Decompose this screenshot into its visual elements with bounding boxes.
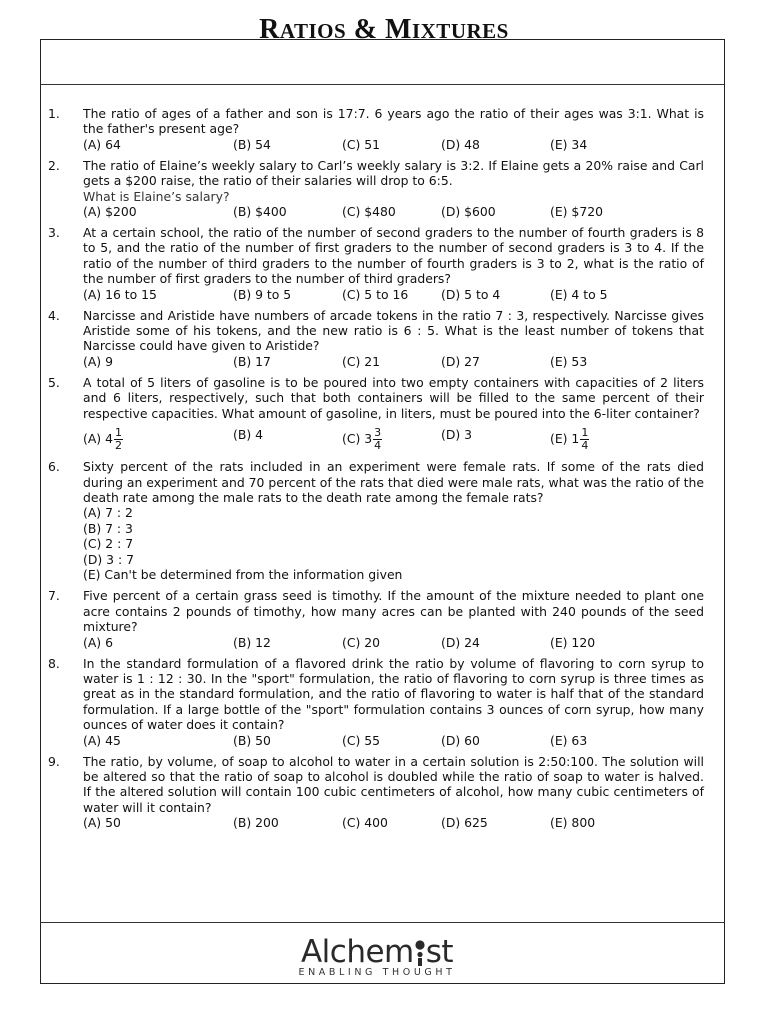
question-2 bbox=[48, 158, 704, 219]
answer-option: (C) 5 to 16 bbox=[342, 286, 409, 302]
question-text: Sixty percent of the rats included in an experiment were female rats. If some of the rats died during an experiment and 70 percent of the rats that died were male rats, what was the ratio of the death rate among the male rats to the death rate among the female rats? bbox=[83, 459, 704, 505]
question-text: The ratio of Elaine’s weekly salary to Carl’s weekly salary is 3:2. If Elaine gets a 20% raise and Carl gets a $200 raise, the ratio of their salaries will drop to 6:5. bbox=[83, 157, 704, 189]
question-3 bbox=[48, 225, 704, 302]
answer-option: (B) 7 : 3 bbox=[83, 520, 133, 536]
answer-option: (D) 5 to 4 bbox=[441, 286, 501, 302]
question-number: 8. bbox=[48, 655, 60, 671]
question-number: 5. bbox=[48, 374, 60, 390]
answer-option: (A) $200 bbox=[83, 204, 137, 220]
fraction-denominator: 4 bbox=[581, 439, 589, 453]
answer-option: (A) 50 bbox=[83, 815, 121, 831]
question-5 bbox=[48, 375, 704, 453]
answer-option: (B) $400 bbox=[233, 204, 287, 220]
fraction-numerator: 3 bbox=[374, 426, 382, 440]
fraction-numerator: 1 bbox=[581, 426, 589, 440]
answer-option: (D) 625 bbox=[441, 815, 488, 831]
answer-option bbox=[233, 427, 263, 442]
fraction-denominator: 2 bbox=[114, 439, 122, 453]
question-text: Five percent of a certain grass seed is timothy. If the amount of the mixture needed to plant one acre contains 2 pounds of timothy, how many acres can be planted with 240 pounds of the seed mixture? bbox=[83, 588, 704, 635]
answer-option: (D) 24 bbox=[441, 634, 480, 650]
answer-option: (B) 200 bbox=[233, 815, 279, 831]
answer-option: (E) 53 bbox=[550, 353, 588, 369]
answer-options bbox=[83, 815, 704, 830]
question-text: At a certain school, the ratio of the number of second graders to the number of fourth graders is 8 to 5, and the ratio of the number of first graders to the number of second graders is 3 to 4. If the ratio of the number of third graders to the number of fourth graders is 3 to 2, what is the ratio of the number of first graders to the number of third graders? bbox=[83, 225, 704, 287]
answer-options bbox=[83, 137, 704, 152]
answer-option: (B) 9 to 5 bbox=[233, 286, 292, 302]
answer-option: (B) 54 bbox=[233, 136, 271, 152]
fraction-denominator: 4 bbox=[374, 439, 382, 453]
question-9 bbox=[48, 754, 704, 831]
answer-option: (C) 51 bbox=[342, 136, 381, 152]
question-number: 2. bbox=[48, 157, 60, 173]
answer-options bbox=[83, 505, 704, 582]
answer-options bbox=[83, 421, 704, 453]
answer-option: (A) 45 bbox=[83, 732, 121, 748]
title-divider bbox=[40, 84, 725, 85]
answer-option: (D) 48 bbox=[441, 136, 480, 152]
answer-option: (E) 800 bbox=[550, 815, 596, 831]
answer-option: (A) 64 bbox=[83, 136, 121, 152]
question-8 bbox=[48, 656, 704, 748]
answer-options bbox=[83, 635, 704, 650]
answer-option bbox=[83, 427, 123, 452]
answer-option bbox=[441, 427, 472, 442]
fraction-numerator: 1 bbox=[114, 426, 122, 440]
answer-option-label: (D) 3 bbox=[441, 427, 473, 443]
question-text: A total of 5 liters of gasoline is to be poured into two empty containers with capacities of 2 liters and 6 liters, respectively, such that both containers will be filled to the same percent of their respective capacities. What amount of gasoline, in liters, must be poured into the 6-liter container? bbox=[83, 374, 704, 421]
answer-option: (D) 3 : 7 bbox=[83, 551, 134, 567]
answer-option: (D) 27 bbox=[441, 353, 480, 369]
logo-dots-icon bbox=[414, 940, 426, 966]
answer-option: (A) 9 bbox=[83, 353, 113, 369]
answer-option: (C) 20 bbox=[342, 634, 381, 650]
page-title: RATIOS & MIXTURES bbox=[259, 14, 509, 45]
answer-option-label: (E) 1 bbox=[550, 431, 580, 447]
answer-option bbox=[550, 427, 589, 452]
answer-option bbox=[342, 427, 382, 452]
question-text: The ratio, by volume, of soap to alcohol to water in a certain solution is 2:50:100. The solution will be altered so that the ratio of soap to alcohol is doubled while the ratio of soap to water is halved. If the altered solution will contain 100 cubic centimeters of alcohol, how many cubic centimeters of water will it contain? bbox=[83, 753, 704, 815]
answer-option: (D) 60 bbox=[441, 732, 480, 748]
answer-option: (A) 7 : 2 bbox=[83, 505, 133, 521]
answer-option: (E) 120 bbox=[550, 634, 596, 650]
answer-option: (B) 12 bbox=[233, 634, 271, 650]
question-text: In the standard formulation of a flavored drink the ratio by volume of flavoring to corn syrup to water is 1 : 12 : 30. In the "sport" formulation, the ratio of flavoring to corn syrup is three times as great as in the standard formulation, and the ratio of flavoring to water is half that of the standard formulation. If a large bottle of the "sport" formulation contains 3 ounces of corn syrup, how many ounces of water does it contain? bbox=[83, 655, 704, 733]
question-number: 4. bbox=[48, 307, 60, 323]
answer-option: (E) $720 bbox=[550, 204, 603, 220]
question-list bbox=[48, 106, 704, 836]
question-6 bbox=[48, 459, 704, 582]
answer-option: (C) 2 : 7 bbox=[83, 536, 134, 552]
footer-divider bbox=[40, 922, 725, 923]
question-number: 7. bbox=[48, 588, 60, 604]
question-number: 9. bbox=[48, 753, 60, 769]
question-4 bbox=[48, 308, 704, 369]
answer-options bbox=[83, 287, 704, 302]
answer-option-label: (B) 4 bbox=[233, 427, 263, 443]
question-subtext: What is Elaine’s salary? bbox=[83, 188, 230, 204]
question-7 bbox=[48, 588, 704, 649]
answer-option-label: (C) 3 bbox=[342, 431, 373, 447]
question-number: 1. bbox=[48, 106, 60, 121]
answer-option: (A) 6 bbox=[83, 634, 113, 650]
fraction bbox=[114, 427, 123, 452]
answer-options bbox=[83, 354, 704, 369]
question-1 bbox=[48, 106, 704, 152]
answer-option-label: (A) 4 bbox=[83, 431, 113, 447]
question-number: 6. bbox=[48, 459, 60, 475]
answer-option: (E) 63 bbox=[550, 732, 588, 748]
answer-option: (E) Can't be determined from the information given bbox=[83, 566, 403, 582]
fraction bbox=[373, 427, 382, 452]
fraction bbox=[580, 427, 589, 452]
answer-option: (E) 4 to 5 bbox=[550, 286, 608, 302]
answer-option: (C) 55 bbox=[342, 732, 381, 748]
answer-option: (A) 16 to 15 bbox=[83, 286, 157, 302]
answer-option: (D) $600 bbox=[441, 204, 496, 220]
answer-options bbox=[83, 204, 704, 219]
answer-option: (B) 50 bbox=[233, 732, 271, 748]
question-text: Narcisse and Aristide have numbers of arcade tokens in the ratio 7 : 3, respectively. Narcisse gives Aristide some of his tokens, and the new ratio is 6 : 5. What is the least number of tokens that Narcisse could have given to Aristide? bbox=[83, 307, 704, 354]
answer-option: (C) 21 bbox=[342, 353, 381, 369]
question-number: 3. bbox=[48, 225, 60, 241]
answer-option: (E) 34 bbox=[550, 136, 588, 152]
answer-option: (C) $480 bbox=[342, 204, 396, 220]
question-text: The ratio of ages of a father and son is 17:7. 6 years ago the ratio of their ages was 3:1. What is the father's present age? bbox=[83, 106, 704, 137]
answer-options bbox=[83, 733, 704, 748]
alchemist-logo: Alchem st ENABLING THOUGHT bbox=[298, 934, 456, 978]
answer-option: (C) 400 bbox=[342, 815, 388, 831]
answer-option: (B) 17 bbox=[233, 353, 271, 369]
